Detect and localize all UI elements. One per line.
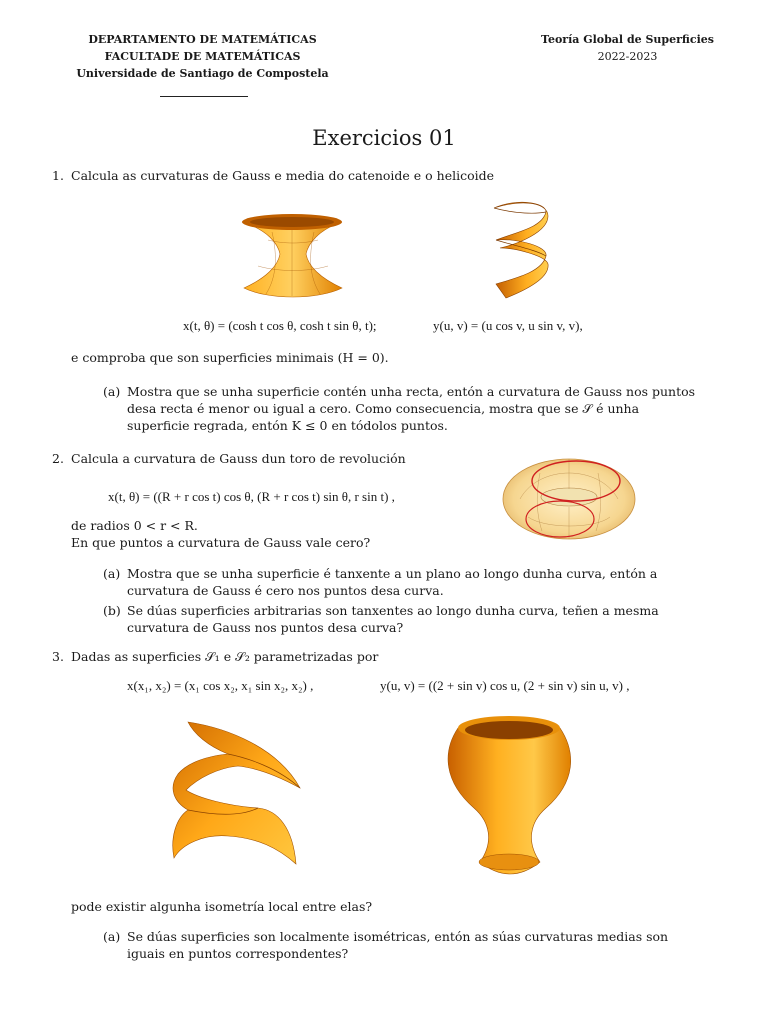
ex1-number: 1. <box>52 168 64 183</box>
s1-formula: x(x₁, x₂) = (x₁ cos x₂, x₁ sin x₂, x₂) , <box>127 678 314 693</box>
page-title: Exercicios 01 <box>312 126 456 150</box>
ex3a-label: (a) <box>103 929 121 944</box>
ex2-radii: de radios 0 < r < R. <box>71 518 198 533</box>
faculty-name: FACULTADE DE MATEMÁTICAS <box>104 50 301 63</box>
catenoid-figure <box>238 208 346 300</box>
torus-formula: x(t, θ) = ((R + r cos t) cos θ, (R + r cos t) sin θ, r sin t) , <box>108 489 395 504</box>
torus-figure <box>500 453 638 543</box>
header-rule <box>160 96 248 97</box>
ex3-statement: Dadas as superficies 𝒮₁ e 𝒮₂ parametrizadas por <box>71 649 379 664</box>
ex2-number: 2. <box>52 451 64 466</box>
ex3-question: pode existir algunha isometría local entre elas? <box>71 899 373 914</box>
ex1-minimal-text: e comproba que son superficies minimais (H = 0). <box>71 350 389 365</box>
ex1-statement: Calcula as curvaturas de Gauss e media do catenoide e o helicoide <box>71 168 495 183</box>
ex2-statement: Calcula a curvatura de Gauss dun toro de revolución <box>71 451 406 466</box>
ex3a-text: Se dúas superficies son localmente isométricas, entón as súas curvaturas medias son iguais en puntos correspondentes? <box>127 929 669 961</box>
catenoid-formula: x(t, θ) = (cosh t cos θ, cosh t sin θ, t); <box>183 318 377 333</box>
ex2a-text: Mostra que se unha superficie é tanxente a un plano ao longo dunha curva, entón a curvatura de Gauss é cero nos puntos desa curva. <box>127 566 658 598</box>
department-name: DEPARTAMENTO DE MATEMÁTICAS <box>88 33 317 46</box>
ex1a-text: Mostra que se unha superficie contén unha recta, entón a curvatura de Gauss nos puntos desa recta é menor ou igual a cero. Como consecuencia, mostra que se 𝒮 é unha superficie regrada, entón K ≤ 0 en tódolos puntos. <box>127 384 696 433</box>
s2-vase-figure <box>440 712 578 880</box>
ex1a-label: (a) <box>103 384 121 399</box>
s1-helicoid-figure <box>168 718 306 878</box>
helicoid-formula: y(u, v) = (u cos v, u sin v, v), <box>433 318 583 333</box>
academic-year: 2022-2023 <box>597 50 658 63</box>
course-name: Teoría Global de Superficies <box>541 33 714 46</box>
ex2a-label: (a) <box>103 566 121 581</box>
university-name: Universidade de Santiago de Compostela <box>76 67 329 80</box>
ex2b-label: (b) <box>103 603 121 618</box>
ex2b-text: Se dúas superficies arbitrarias son tanxentes ao longo dunha curva, teñen a mesma curvatura de Gauss nos puntos desa curva? <box>127 603 659 635</box>
s2-formula: y(u, v) = ((2 + sin v) cos u, (2 + sin v) sin u, v) , <box>380 678 630 693</box>
ex2-question: En que puntos a curvatura de Gauss vale cero? <box>71 535 371 550</box>
helicoid-figure <box>486 198 556 300</box>
ex3-number: 3. <box>52 649 64 664</box>
